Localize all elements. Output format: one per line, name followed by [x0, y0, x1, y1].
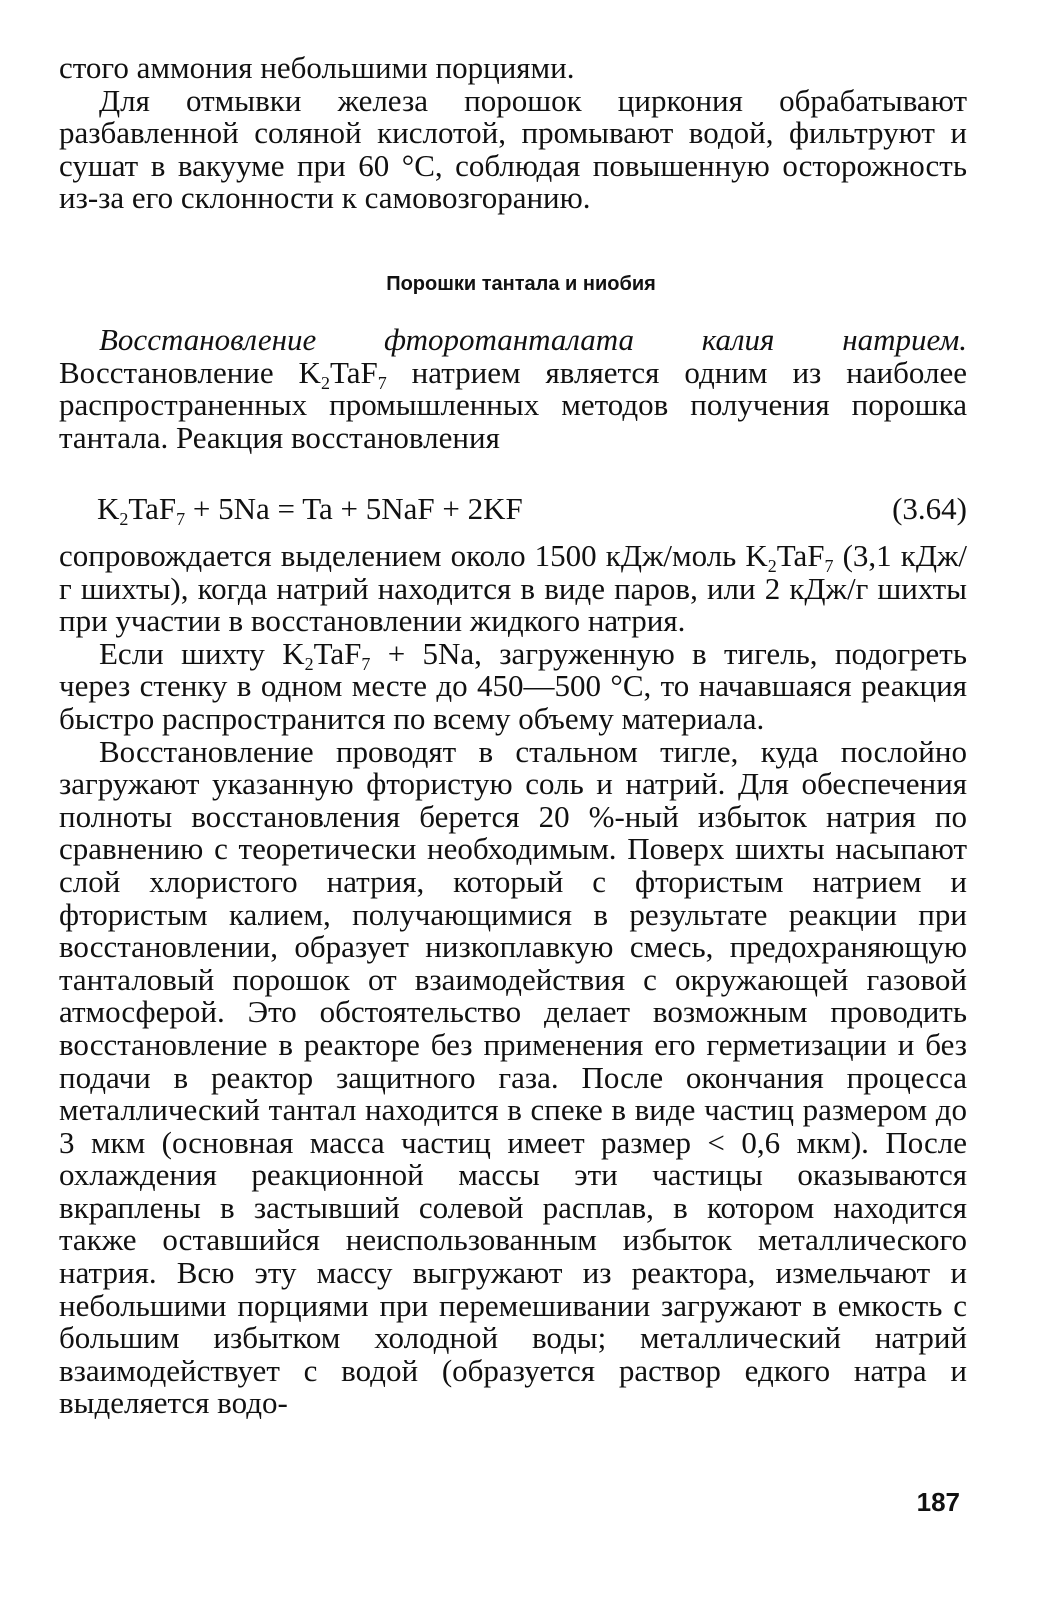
charge-sub-2: 7 [361, 653, 371, 674]
paragraph-intro [59, 324, 967, 454]
equation-row [59, 491, 967, 529]
charge-text-2: TaF [313, 635, 362, 671]
paragraph-zirconium-washing: Для отмывки железа порошок циркония обрабатывают разбавленной соляной кислотой, промывают водой, фильтруют и сушат в вакууме при 60 °С, соблюдая повышенную осторожность из-за его склонности к самовозгоранию. [59, 82, 967, 216]
intro-text-1: Восстановление K [59, 354, 321, 390]
paragraph-continuation: стого аммония небольшими порциями. [59, 50, 575, 85]
intro-text-3: натрием является одним из наиболее распространенных промышленных методов получения порошка тантала. Реакция восстановления [59, 354, 967, 455]
eq-part-2: TaF [128, 491, 177, 526]
equation-number: (3.64) [892, 491, 967, 526]
eq-sub-2: 7 [176, 509, 186, 529]
intro-text-block [59, 324, 967, 454]
paragraph-charge-heating [59, 635, 967, 736]
after-eq-sub-2: 7 [824, 556, 834, 576]
italic-lead-phrase: Восстановление фторотанталата калия натрием. [99, 322, 967, 357]
eq-part-1: K [97, 491, 120, 526]
top-text-block [59, 52, 967, 215]
charge-sub-1: 2 [304, 653, 314, 674]
after-eq-sub-1: 2 [767, 556, 777, 576]
intro-text-2: TaF [329, 354, 378, 390]
paragraph-after-equation [59, 540, 967, 638]
main-text-block [59, 540, 967, 1420]
intro-sub-1: 2 [320, 372, 330, 393]
eq-part-3: + 5Na = Ta + 5NaF + 2KF [185, 491, 523, 526]
page-number: 187 [916, 1487, 960, 1517]
intro-sub-2: 7 [377, 372, 387, 393]
after-eq-text-3: (3,1 кДж/г шихты), когда натрий находится в виде паров, или 2 кДж/г шихты при участии в восстановлении жидкого натрия. [59, 538, 967, 639]
reaction-equation [97, 491, 523, 529]
after-eq-text-1: сопровождается выделением около 1500 кДж/моль K [59, 538, 768, 573]
paragraph-reduction-process: Восстановление проводят в стальном тигле, куда послойно загружают указанную фтористую соль и натрий. Для обеспечения полноты восстановления берется 20 %-ный избыток натрия по сравнению с теоретически необходимым. Поверх шихты насыпают слой хлористого натрия, который с фтористым натрием и фтористым калием, получающимися в результате реакции при восстановлении, образует низкоплавкую смесь, предохраняющую танталовый порошок от взаимодействия с окружающей газовой атмосферой. Это обстоятельство делает возможным проводить восстановление в реакторе без применения его герметизации и без подачи в реактор защитного газа. После окончания процесса металлический тантал находится в спеке в виде частиц размером до 3 мкм (основная масса частиц имеет размер < 0,6 мкм). После охлаждения реакционной массы эти частицы оказываются вкраплены в застывший солевой расплав, в котором находится также оставшийся неиспользованным избыток металлического натрия. Всю эту массу выгружают из реактора, измельчают и небольшими порциями при перемешивании загружают в емкость с большим избытком холодной воды; металлический натрий взаимодействует с водой (образуется раствор едкого натра и выделяется водо- [59, 733, 967, 1421]
section-heading: Порошки тантала и ниобия [386, 273, 656, 295]
eq-sub-1: 2 [119, 509, 129, 529]
charge-text-1: Если шихту K [99, 635, 305, 671]
after-eq-text-2: TaF [776, 538, 825, 573]
charge-text-3: + 5Na, загруженную в тигель, подогреть через стенку в одном месте до 450—500 °С, то начавшаяся реакция быстро распространится по всему объему материала. [59, 635, 967, 736]
